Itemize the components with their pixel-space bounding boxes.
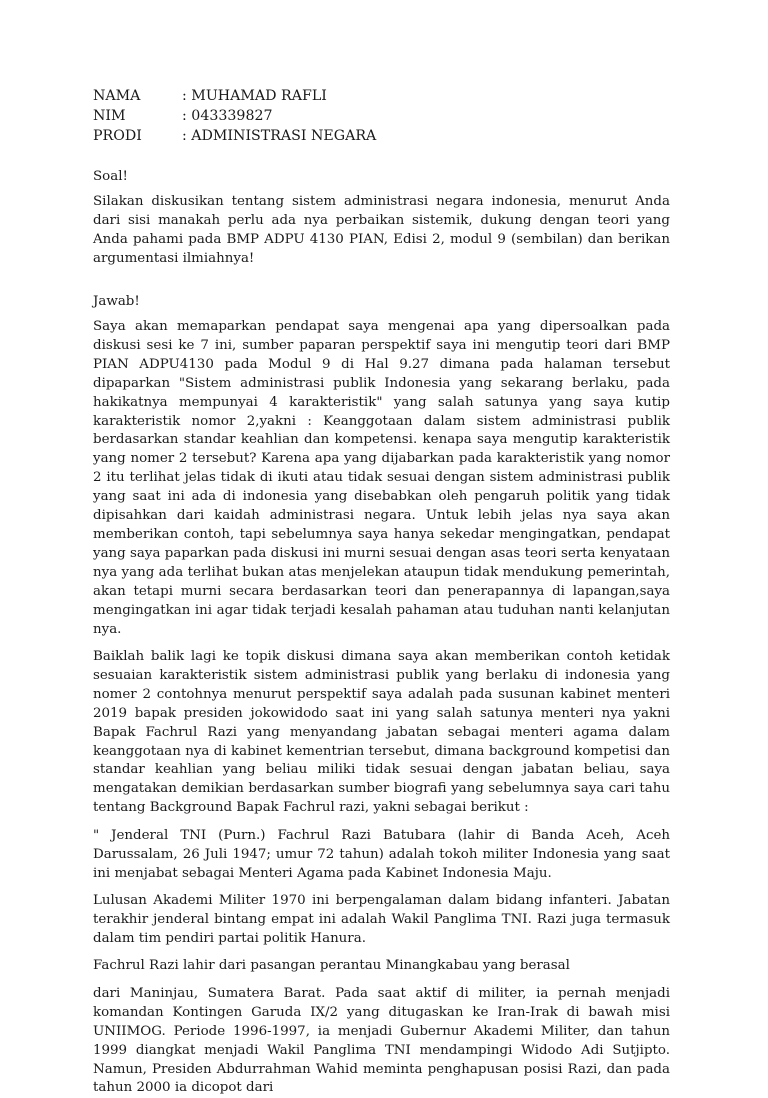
question-text: Silakan diskusikan tentang sistem administrasi negara indonesia, menurut Anda dari sisi manakah perlu ada nya perbaikan sistemik, dukung dengan teori yang Anda pahami pada BMP ADPU 4130 PIAN, Edisi 2, modul 9 (sembilan) dan berikan argumentasi ilmiahnya!	[93, 193, 670, 266]
nim-label: NIM	[93, 108, 126, 124]
nama-value: : MUHAMAD RAFLI	[182, 88, 327, 104]
answer-paragraph: " Jenderal TNI (Purn.) Fachrul Razi Batubara (lahir di Banda Aceh, Aceh Darussalam, 26 Juli 1947; umur 72 tahun) adalah tokoh militer Indonesia yang saat ini menjabat sebagai Menteri Agama pada Kabinet Indonesia Maju.	[93, 827, 670, 881]
answer-paragraph: Fachrul Razi lahir dari pasangan perantau Minangkabau yang berasal	[93, 958, 570, 974]
section-spacer	[93, 277, 670, 293]
nama-label: NAMA	[93, 88, 141, 104]
identity-row-nim	[93, 106, 670, 126]
identity-row-nama	[93, 86, 670, 106]
answer-paragraph: Saya akan memaparkan pendapat saya mengenai apa yang dipersoalkan pada diskusi sesi ke 7 ini, sumber paparan perspektif saya ini mengutip teori dari BMP PIAN ADPU4130 pada Modul 9 di Hal 9.27 dimana pada halaman tersebut dipaparkan "Sistem administrasi publik Indonesia yang sekarang berlaku, pada hakikatnya mempunyai 4 karakteristik" yang salah satunya yang saya kutip karakteristik nomor 2,yakni : Keanggotaan dalam sistem administrasi publik berdasarkan standar keahlian dan kompetensi. kenapa saya mengutip karakteristik yang nomer 2 tersebut? Karena apa yang dijabarkan pada karakteristik yang nomor 2 itu terlihat jelas tidak di ikuti atau tidak sesuai dengan sistem administrasi publik yang saat ini ada di indonesia yang disebabkan oleh pengaruh politik yang tidak dipisahkan dari kaidah administrasi negara. Untuk lebih jelas nya saya akan memberikan contoh, tapi sebelumnya saya hanya sekedar mengingatkan, pendapat yang saya paparkan pada diskusi ini murni sesuai dengan asas teori serta kenyataan nya yang ada terlihat bukan atas menjelekan ataupun tidak mendukung pemerintah, akan tetapi murni secara berdasarkan teori dan penerapannya di lapangan,saya mengingatkan ini agar tidak terjadi kesalah pahaman atau tuduhan nanti kelanjutan nya.	[93, 319, 670, 637]
answer-paragraph: dari Maninjau, Sumatera Barat. Pada saat aktif di militer, ia pernah menjadi komandan Kontingen Garuda IX/2 yang ditugaskan ke Iran-Irak di bawah misi UNIIMOG. Periode 1996-1997, ia menjadi Gubernur Akademi Militer, dan tahun 1999 diangkat menjadi Wakil Panglima TNI mendampingi Widodo Adi Sutjipto. Namun, Presiden Abdurrahman Wahid meminta penghapusan posisi Razi, dan pada tahun 2000 ia dicopot dari	[93, 985, 670, 1096]
student-identity	[93, 86, 670, 146]
question-label: Soal!	[93, 169, 128, 184]
nim-value: : 043339827	[182, 108, 273, 124]
answer-paragraph: Baiklah balik lagi ke topik diskusi dimana saya akan memberikan contoh ketidak sesuaian karakteristik sistem administrasi publik yang berlaku di indonesia yang nomer 2 contohnya menurut perspektif saya adalah pada susunan kabinet menteri 2019 bapak presiden jokowidodo saat ini yang salah satunya menteri nya yakni Bapak Fachrul Razi yang menyandang jabatan sebagai menteri agama dalam keanggotaan nya di kabinet kementrian tersebut, dimana background kompetisi dan standar keahlian yang beliau miliki tidak sesuai dengan jabatan beliau, saya mengatakan demikian berdasarkan sumber biografi yang sebelumnya saya cari tahu tentang Background Bapak Fachrul razi, yakni sebagai berikut :	[93, 649, 670, 816]
answer-paragraph: Lulusan Akademi Militer 1970 ini berpengalaman dalam bidang infanteri. Jabatan terakhir jenderal bintang empat ini adalah Wakil Panglima TNI. Razi juga termasuk dalam tim pendiri partai politik Hanura.	[93, 893, 670, 946]
identity-row-prodi	[93, 126, 670, 146]
answer-label: Jawab!	[93, 294, 140, 310]
prodi-value: : ADMINISTRASI NEGARA	[182, 128, 377, 144]
prodi-label: PRODI	[93, 128, 142, 144]
